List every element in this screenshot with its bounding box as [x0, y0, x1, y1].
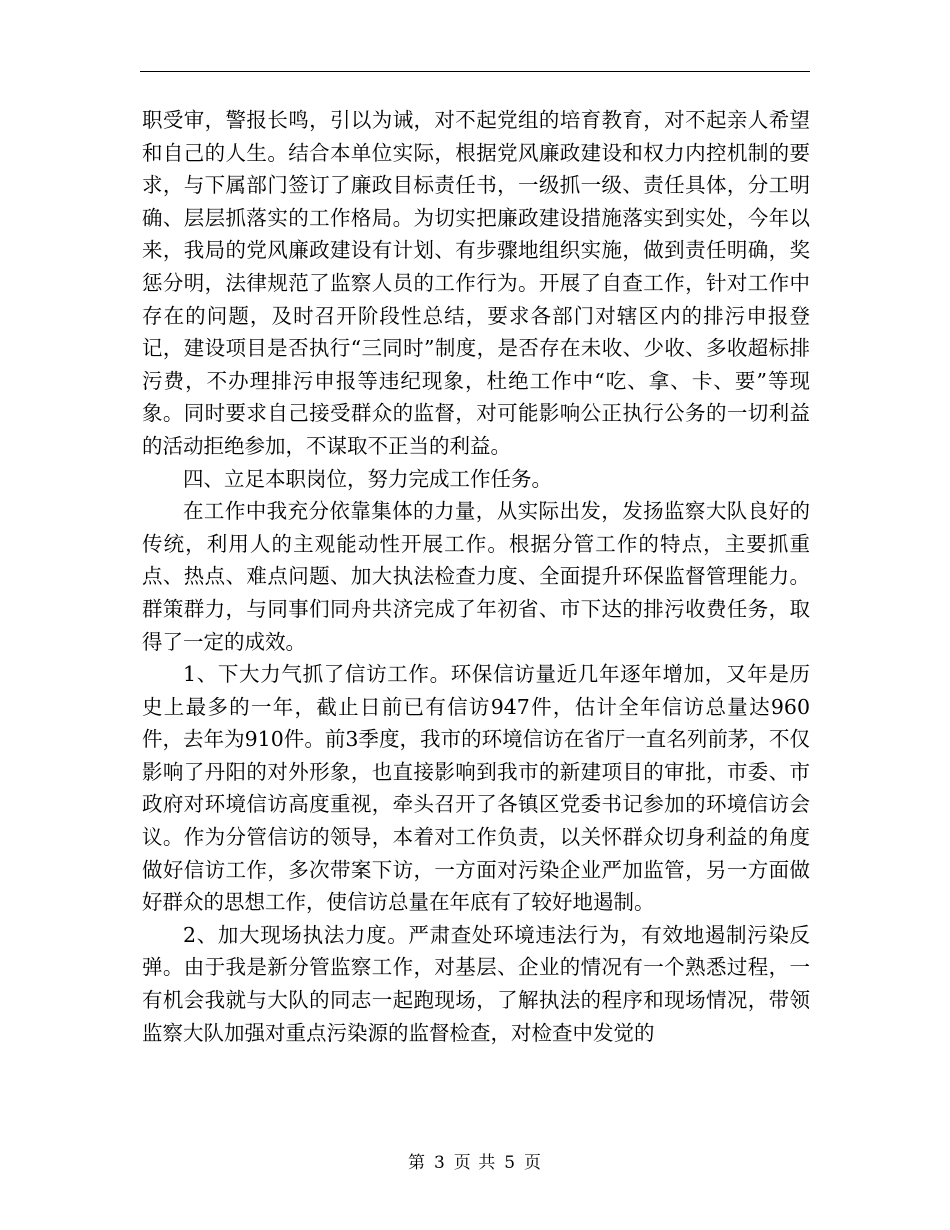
paragraph: 2、加大现场执法力度。严肃查处环境违法行为，有效地遏制污染反弹。由于我是新分管监察工作，对基层、企业的情况有一个熟悉过程，一有机会我就与大队的同志一起跑现场，了解执法的程序和现场情况，带领监察大队加强对重点污染源的监督检查，对检查中发觉的 — [142, 922, 810, 1045]
section-heading: 四、立足本职岗位，努力完成工作任务。 — [183, 466, 552, 491]
footer-middle: 页 共 — [453, 1153, 497, 1173]
footer-suffix: 页 — [524, 1153, 543, 1173]
header-rule — [140, 71, 810, 72]
paragraph-continued: 职受审，警报长鸣，引以为诫，对不起党组的培育教育，对不起亲人希望和自己的人生。结合本单位实际，根据党风廉政建设和权力内控机制的要求，与下属部门签订了廉政目标责任书，一级抓一级、责任具体，分工明确、层层抓落实的工作格局。为切实把廉政建设措施落实到实处，今年以来，我局的党风廉政建设有计划、有步骤地组织实施，做到责任明确，奖惩分明，法律规范了监察人员的工作行为。开展了自查工作，针对工作中存在的问题，及时召开阶段性总结，要求各部门对辖区内的排污申报登记，建设项目是否执行“三同时”制度，是否存在未收、少收、多收超标排污费，不办理排污申报等违纪现象，杜绝工作中“吃、拿、卡、要”等现象。同时要求自己接受群众的监督，对可能影响公正执行公务的一切利益的活动拒绝参加，不谋取不正当的利益。 — [142, 108, 810, 458]
page-footer — [0, 1148, 950, 1173]
page-number: 3 — [433, 1153, 446, 1173]
document-body — [142, 104, 810, 1049]
footer-prefix: 第 — [407, 1153, 426, 1173]
page-total: 5 — [504, 1153, 517, 1173]
paragraph: 在工作中我充分依靠集体的力量，从实际出发，发扬监察大队良好的传统，利用人的主观能动性开展工作。根据分管工作的特点，主要抓重点、热点、难点问题、加大执法检查力度、全面提升环保监督管理能力。群策群力，与同事们同舟共济完成了年初省、市下达的排污收费任务，取得了一定的成效。 — [142, 499, 810, 654]
paragraph: 1、下大力气抓了信访工作。环保信访量近几年逐年增加，又年是历史上最多的一年，截止日前已有信访947件，估计全年信访总量达960件，去年为910件。前3季度，我市的环境信访在省厅一直名列前茅，不仅影响了丹阳的对外形象，也直接影响到我市的新建项目的审批，市委、市政府对环境信访高度重视，牵头召开了各镇区党委书记参加的环境信访会议。作为分管信访的领导，本着对工作负责，以关怀群众切身利益的角度做好信访工作，多次带案下访，一方面对污染企业严加监管，另一方面做好群众的思想工作，使信访总量在年底有了较好地遏制。 — [142, 662, 810, 915]
